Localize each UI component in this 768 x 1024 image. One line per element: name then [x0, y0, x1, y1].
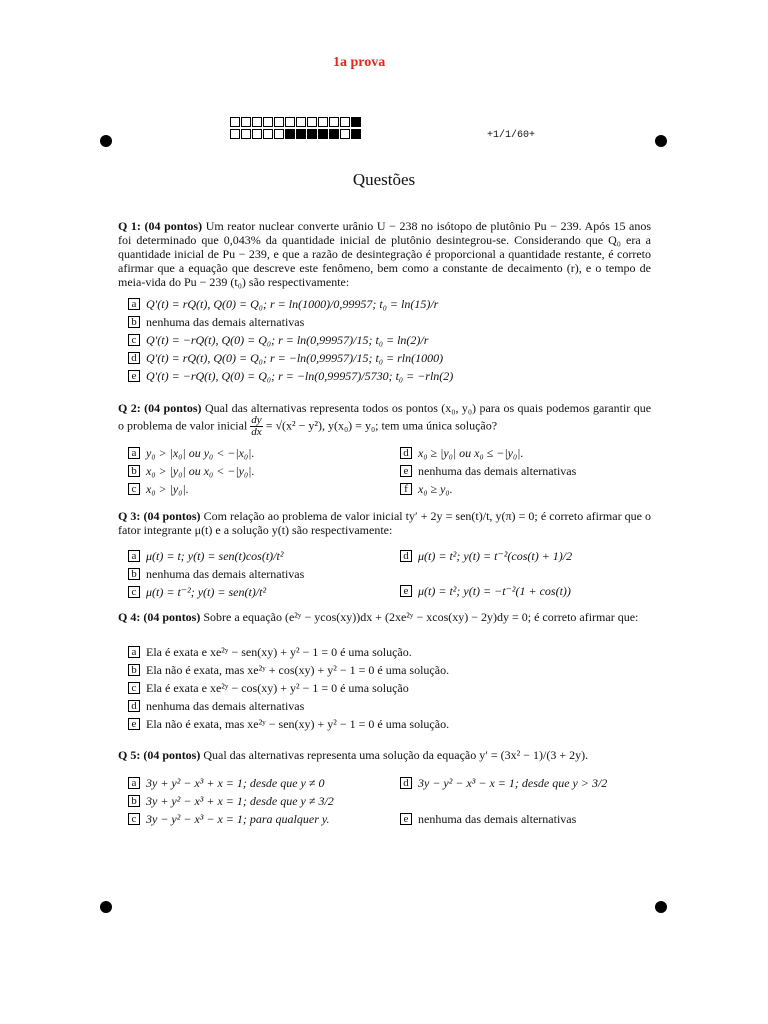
code-cell-filled [285, 129, 295, 139]
option-box[interactable]: d [400, 550, 412, 562]
q3-options-left [128, 547, 304, 601]
option-text: 3y + y² − x³ + x = 1; desde que y ≠ 3/2 [146, 793, 334, 808]
option-a[interactable] [128, 547, 304, 565]
question-text: Qual das alternativas representa uma solução da equação y′ = (3x² − 1)/(3 + 2y). [203, 748, 589, 762]
code-cell-filled [307, 129, 317, 139]
option-text: Q′(t) = rQ(t), Q(0) = Q₀; r = −ln(0,99957)/15; t₀ = rln(1000) [146, 350, 444, 365]
question-label: Q 5: [118, 748, 141, 762]
option-box[interactable]: b [128, 664, 140, 676]
option-c[interactable] [128, 679, 449, 697]
option-box[interactable]: c [128, 334, 140, 346]
question-label: Q 2: [118, 401, 141, 415]
option-box[interactable]: f [400, 483, 412, 495]
option-c[interactable] [128, 810, 334, 828]
q3-options-right-e [400, 582, 571, 600]
option-text: 3y − y² − x³ − x = 1; para qualquer y. [146, 811, 330, 826]
code-row-2 [230, 129, 368, 139]
option-text: μ(t) = t; y(t) = sen(t)cos(t)/t² [146, 548, 284, 563]
option-box[interactable]: c [128, 586, 140, 598]
code-cell-empty [296, 117, 306, 127]
q4-options [128, 643, 449, 733]
option-box[interactable]: d [128, 700, 140, 712]
option-a[interactable] [128, 295, 453, 313]
q5-options-left [128, 774, 334, 828]
option-box[interactable]: a [128, 550, 140, 562]
question-1 [118, 219, 651, 289]
option-text: 3y + y² − x³ + x = 1; desde que y ≠ 0 [146, 775, 325, 790]
option-box[interactable]: b [128, 568, 140, 580]
option-e[interactable] [400, 810, 576, 828]
question-4 [118, 610, 651, 624]
question-points: (04 pontos) [143, 610, 201, 624]
code-cell-empty [340, 129, 350, 139]
q1-options [128, 295, 453, 385]
option-box[interactable]: c [128, 682, 140, 694]
question-label: Q 3: [118, 509, 141, 523]
option-text: nenhuma das demais alternativas [146, 698, 305, 713]
option-text: x₀ > |y₀|. [146, 481, 189, 496]
option-d[interactable] [400, 444, 576, 462]
option-text: Q′(t) = −rQ(t), Q(0) = Q₀; r = ln(0,99957)/15; t₀ = ln(2)/r [146, 332, 429, 347]
option-text: Q′(t) = −rQ(t), Q(0) = Q₀; r = −ln(0,99957)/5730; t₀ = −rln(2) [146, 368, 454, 383]
code-cell-empty [307, 117, 317, 127]
question-text: Qual das alternativas representa todos os pontos (x₀, y₀) para os quais podemos garantir que o problema de valor inicial [118, 401, 652, 433]
option-box[interactable]: b [128, 316, 140, 328]
option-box[interactable]: d [400, 447, 412, 459]
code-cell-empty [274, 117, 284, 127]
code-cell-filled [351, 129, 361, 139]
option-box[interactable]: d [128, 352, 140, 364]
question-points: (04 pontos) [143, 748, 201, 762]
question-5 [118, 748, 651, 762]
option-f[interactable] [400, 480, 576, 498]
section-heading: Questões [352, 170, 416, 189]
option-b[interactable] [128, 792, 334, 810]
page-id: +1/1/60+ [487, 130, 536, 141]
option-box[interactable]: e [128, 718, 140, 730]
option-box[interactable]: b [128, 795, 140, 807]
fraction-numerator: dy [251, 414, 262, 426]
question-text: Com relação ao problema de valor inicial ty′ + 2y = sen(t)/t, y(π) = 0; é correto afirmar que o fator integrante μ(t) e a solução y(t) são respectivamente: [118, 509, 652, 537]
option-e[interactable] [400, 582, 571, 600]
question-text: Sobre a equação (e²ʸ − ycos(xy))dx + (2xe²ʸ − xcos(xy) − 2y)dy = 0; é correto afirmar que: [203, 610, 639, 624]
code-cell-empty [230, 129, 240, 139]
option-box[interactable]: e [400, 813, 412, 825]
q5-options-right-e [400, 810, 576, 828]
code-cell-empty [252, 129, 262, 139]
option-text: x₀ ≥ y₀. [418, 481, 453, 496]
option-box[interactable]: c [128, 483, 140, 495]
question-2 [118, 401, 651, 438]
registration-mark [100, 901, 112, 913]
code-cell-filled [318, 129, 328, 139]
fraction-denominator: dx [251, 426, 262, 438]
option-text: nenhuma das demais alternativas [146, 566, 305, 581]
question-label: Q 1: [118, 219, 141, 233]
option-b[interactable] [128, 565, 304, 583]
option-text: μ(t) = t²; y(t) = t⁻²(cos(t) + 1)/2 [418, 548, 573, 563]
question-points: (04 pontos) [143, 509, 201, 523]
option-text: x₀ ≥ |y₀| ou x₀ ≤ −|y₀|. [418, 445, 524, 460]
option-d[interactable] [400, 774, 607, 792]
code-cell-empty [230, 117, 240, 127]
option-box[interactable]: a [128, 777, 140, 789]
code-cell-empty [329, 117, 339, 127]
q2-options-left [128, 444, 254, 498]
option-box[interactable]: c [128, 813, 140, 825]
option-box[interactable]: a [128, 447, 140, 459]
code-cell-filled [296, 129, 306, 139]
option-box[interactable]: e [400, 465, 412, 477]
option-d[interactable] [128, 349, 453, 367]
code-cell-empty [241, 117, 251, 127]
question-points: (04 pontos) [144, 401, 202, 415]
registration-mark [100, 135, 112, 147]
code-cell-empty [318, 117, 328, 127]
code-cell-empty [263, 117, 273, 127]
question-text-continued: = √(x² − y²), y(x₀) = y₀; tem uma única solução? [265, 418, 498, 433]
q3-options-right-d [400, 547, 572, 565]
code-cell-empty [285, 117, 295, 127]
option-box[interactable]: e [400, 585, 412, 597]
option-text: μ(t) = t⁻²; y(t) = sen(t)/t² [146, 584, 267, 599]
option-a[interactable] [128, 643, 449, 661]
question-label: Q 4: [118, 610, 141, 624]
option-text: nenhuma das demais alternativas [146, 314, 305, 329]
q5-options-right-d [400, 774, 607, 792]
registration-mark [655, 901, 667, 913]
option-text: nenhuma das demais alternativas [418, 463, 577, 478]
option-d[interactable] [400, 547, 572, 565]
option-text: Ela não é exata, mas xe²ʸ + cos(xy) + y² − 1 = 0 é uma solução. [146, 662, 450, 677]
option-e[interactable] [128, 715, 449, 733]
option-text: Ela não é exata, mas xe²ʸ − sen(xy) + y² − 1 = 0 é uma solução. [146, 716, 450, 731]
option-e[interactable] [400, 462, 576, 480]
code-row-1 [230, 117, 368, 127]
option-b[interactable] [128, 462, 254, 480]
option-text: Q′(t) = rQ(t), Q(0) = Q₀; r = ln(1000)/0,99957; t₀ = ln(15)/r [146, 296, 439, 311]
option-text: μ(t) = t²; y(t) = −t⁻²(1 + cos(t)) [418, 583, 571, 598]
option-box[interactable]: d [400, 777, 412, 789]
derivative-fraction [250, 415, 262, 438]
code-cell-empty [274, 129, 284, 139]
option-e[interactable] [128, 367, 453, 385]
option-text: y₀ > |x₀| ou y₀ < −|x₀|. [146, 445, 255, 460]
option-text: x₀ > |y₀| ou x₀ < −|y₀|. [146, 463, 255, 478]
code-cell-empty [340, 117, 350, 127]
option-a[interactable] [128, 444, 254, 462]
option-box[interactable]: b [128, 465, 140, 477]
option-b[interactable] [128, 313, 453, 331]
option-b[interactable] [128, 661, 449, 679]
option-text: Ela é exata e xe²ʸ − cos(xy) + y² − 1 = 0 é uma solução [146, 680, 409, 695]
code-cell-empty [252, 117, 262, 127]
code-cell-empty [241, 129, 251, 139]
option-box[interactable]: a [128, 646, 140, 658]
option-text: Ela é exata e xe²ʸ − sen(xy) + y² − 1 = 0 é uma solução. [146, 644, 412, 659]
option-c[interactable] [128, 583, 304, 601]
option-c[interactable] [128, 331, 453, 349]
answer-code-grid [230, 117, 368, 141]
option-box[interactable]: a [128, 298, 140, 310]
option-text: 3y − y² − x³ − x = 1; desde que y > 3/2 [418, 775, 608, 790]
question-text: Um reator nuclear converte urânio U − 238 no isótopo de plutônio Pu − 239. Após 15 anos foi determinado que 0,043% da quantidade inicial de plutônio desintegrou-se. Considerando que Q₀ era a quantidade inicial de Pu − 239, e que a razão de desintegração é proporcional a quantidade restante, é correto afirmar que a equação que descreve este fenômeno, bem como a constante de decaimento (r), e o tempo de meia-vida do Pu − 239 (t₀) são respectivamente: [118, 219, 652, 289]
registration-mark [655, 135, 667, 147]
question-3 [118, 509, 651, 537]
code-cell-empty [263, 129, 273, 139]
option-d[interactable] [128, 697, 449, 715]
exam-title: 1a prova [333, 55, 386, 70]
code-cell-filled [329, 129, 339, 139]
question-points: (04 pontos) [144, 219, 203, 233]
option-text: nenhuma das demais alternativas [418, 811, 577, 826]
code-cell-filled [351, 117, 361, 127]
q2-options-right [400, 444, 576, 498]
option-c[interactable] [128, 480, 254, 498]
option-box[interactable]: e [128, 370, 140, 382]
option-a[interactable] [128, 774, 334, 792]
